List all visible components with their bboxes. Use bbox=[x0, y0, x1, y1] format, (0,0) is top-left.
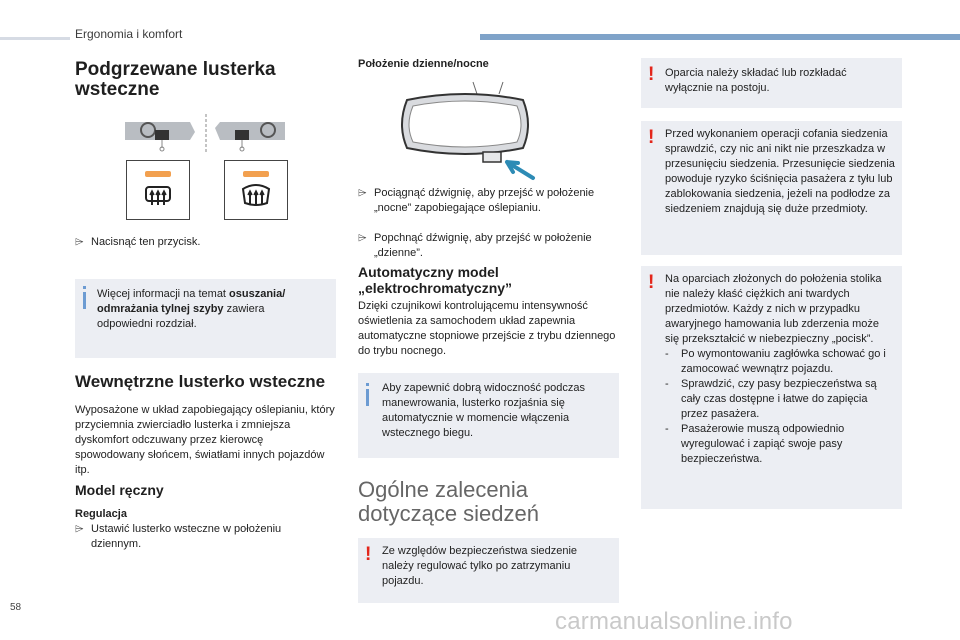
header-rule-left bbox=[0, 37, 70, 40]
header-rule-right bbox=[480, 34, 960, 40]
rear-defrost-button[interactable] bbox=[126, 160, 190, 220]
warning-text: Przed wykonaniem operacji cofania siedzenia sprawdzić, czy nic ani nikt nie przeszkadza w przesunięciu siedzenia. Przesunięcie siedzenia powoduje ryzyko ściśnięcia pasażera z tyłu lub zablokowania siedzenia, jeżeli na podłodze za siedzeniem znajdują się duże przedmioty. bbox=[665, 128, 895, 215]
bullet-icon: ⌲ bbox=[75, 523, 84, 535]
warning-icon: ! bbox=[648, 127, 655, 148]
warning-icon: ! bbox=[648, 64, 655, 85]
section-header: Ergonomia i komfort bbox=[75, 27, 183, 41]
info-box-reverse bbox=[358, 373, 619, 458]
interior-mirror-description: Wyposażone w układ zapobiegający oślepianiu, który przyciemnia zwierciadło lusterka i zmniejsza dyskomfort odczuwany przez kierowcę spowodowany słońcem, światłami innych pojazdów itp. bbox=[75, 404, 335, 476]
dashboard-left-icon bbox=[125, 122, 195, 151]
step-text: Pociągnąć dźwignię, aby przejść w położenie „nocne” zapobiegające oślepianiu. bbox=[374, 187, 595, 214]
warning-box-table-position bbox=[641, 266, 902, 509]
info-bold-text: osuszania/ odmrażania tylnej szyby bbox=[97, 288, 286, 315]
list-item-text: Pasażerowie muszą odpowiednio wyregulować i zapiąć swoje pasy bezpieczeństwa. bbox=[681, 423, 845, 465]
rear-defrost-icon bbox=[144, 185, 172, 209]
list-item-text: Po wymontowaniu zagłówka schować go i zamocować wewnątrz pojazdu. bbox=[681, 348, 886, 375]
mirror-defrost-button[interactable] bbox=[224, 160, 288, 220]
auto-model-title: Automatyczny model „elektrochromatyczny” bbox=[358, 264, 513, 296]
step-text: Nacisnąć ten przycisk. bbox=[91, 236, 201, 248]
heated-mirrors-title: Podgrzewane lusterka wsteczne bbox=[75, 59, 276, 100]
day-night-heading: Położenie dzienne/nocne bbox=[358, 58, 489, 70]
interior-mirror-title: Wewnętrzne lusterko wsteczne bbox=[75, 372, 326, 391]
warning-text: Ze względów bezpieczeństwa siedzenie należy regulować tylko po zatrzymaniu pojazdu. bbox=[382, 545, 578, 587]
warning-box-seat-adjust bbox=[358, 538, 619, 603]
warning-icon: ! bbox=[365, 544, 372, 565]
info-icon bbox=[83, 292, 86, 309]
press-button-step bbox=[75, 235, 335, 250]
warning-box-backrest bbox=[641, 58, 902, 108]
bullet-icon: ⌲ bbox=[75, 236, 84, 248]
page-number: 58 bbox=[10, 602, 22, 613]
heated-mirror-icon bbox=[240, 183, 272, 209]
list-item: - Sprawdzić, czy pasy bezpieczeństwa są cały czas dostępne i łatwe do zapięcia przez pasażera. bbox=[665, 377, 895, 422]
bullet-icon: ⌲ bbox=[358, 187, 367, 199]
list-item-text: Sprawdzić, czy pasy bezpieczeństwa są cały czas dostępne i łatwe do zapięcia przez pasażera. bbox=[681, 378, 877, 420]
info-text: Aby zapewnić dobrą widoczność podczas manewrowania, lusterko rozjaśnia się automatycznie w momencie włączenia wstecznego biegu. bbox=[382, 382, 586, 439]
warning-box-seat-move bbox=[641, 121, 902, 255]
seat-recommendations-title: Ogólne zalecenia dotyczące siedzeń bbox=[358, 477, 539, 526]
bullet-icon: ⌲ bbox=[358, 232, 367, 244]
push-lever-step bbox=[358, 231, 598, 261]
warning-text: Na oparciach złożonych do położenia stolika nie należy kłaść ciężkich ani twardych przedmiotów. Każdy z nich w przypadku awaryjnego hamowania lub zderzenia może się przekształcić w niebezpieczny „pocisk”. bbox=[665, 273, 882, 345]
info-box-defrost bbox=[75, 279, 336, 358]
adjust-mirror-step bbox=[75, 522, 315, 552]
list-item: - Pasażerowie muszą odpowiednio wyregulować i zapiąć swoje pasy bezpieczeństwa. bbox=[665, 422, 895, 467]
warning-text: Oparcia należy składać lub rozkładać wyłącznie na postoju. bbox=[665, 67, 847, 94]
step-text: Popchnąć dźwignię, aby przejść w położenie „dzienne”. bbox=[374, 232, 592, 259]
step-text: Ustawić lusterko wsteczne w położeniu dziennym. bbox=[91, 523, 282, 550]
auto-model-description: Dzięki czujnikowi kontrolującemu intensywność oświetlenia za samochodem układ zapewnia automatyczne stopniowe przejście z trybu dziennego do trybu nocnego. bbox=[358, 300, 616, 357]
info-icon bbox=[366, 389, 369, 406]
warning-icon: ! bbox=[648, 272, 655, 293]
pull-lever-step bbox=[358, 186, 598, 216]
watermark: carmanualsonline.info bbox=[555, 608, 793, 635]
info-text-suffix: zawiera odpowiedni rozdział. bbox=[97, 303, 265, 330]
button-led bbox=[145, 171, 171, 177]
rearview-mirror-illustration bbox=[395, 80, 540, 185]
adjustment-subheading: Regulacja bbox=[75, 508, 127, 520]
info-text: Więcej informacji na temat bbox=[97, 288, 230, 300]
button-led bbox=[243, 171, 269, 177]
dashboard-right-icon bbox=[215, 122, 285, 151]
manual-model-title: Model ręczny bbox=[75, 482, 164, 498]
list-item: - Po wymontowaniu zagłówka schować go i zamocować wewnątrz pojazdu. bbox=[665, 347, 895, 377]
